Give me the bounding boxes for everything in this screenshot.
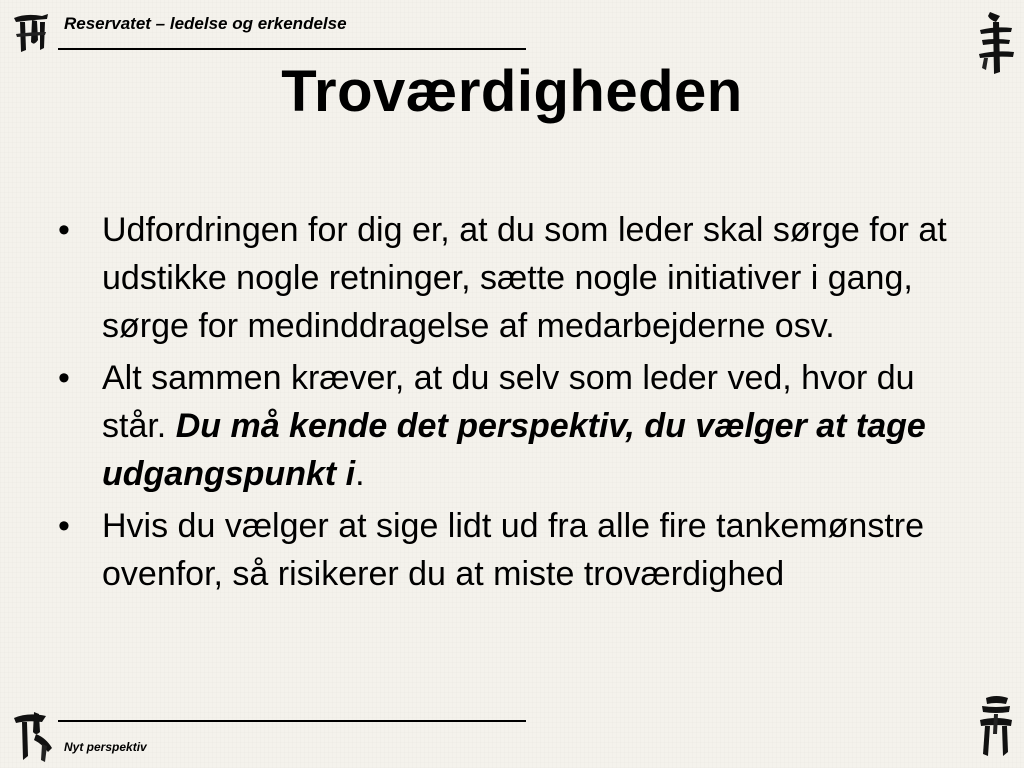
bullet-item-2 [56,354,956,498]
calligraphy-glyph-bottom-right-icon [976,694,1016,760]
bullet-list [56,206,956,602]
bullet-text-end: . [355,455,365,493]
slide-title: Troværdigheden [281,59,743,124]
bullet-emphasis: Du må kende det perspektiv, du vælger at tage udgangspunkt i [102,407,926,493]
bullet-symbol: • [58,507,70,545]
footer-text: Nyt perspektiv [64,740,147,754]
bullet-symbol: • [58,359,70,397]
bullet-item-3 [56,502,956,598]
bullet-text: Hvis du vælger at sige lidt ud fra alle fire tankemønstre ovenfor, så risikerer du at miste troværdighed [102,507,925,593]
footer-divider [58,720,526,722]
header-text: Reservatet – ledelse og erkendelse [64,14,347,33]
calligraphy-glyph-top-left-icon [12,10,52,54]
bullet-text: Udfordringen for dig er, at du som leder skal sørge for at udstikke nogle retninger, sætte nogle initiativer i gang, sørge for medinddragelse af medarbejderne osv. [102,211,947,345]
bullet-item-1 [56,206,956,350]
bullet-text: Alt sammen kræver, at du selv som leder ved, hvor du står. [102,359,915,445]
bullet-symbol: • [58,211,70,249]
calligraphy-glyph-bottom-left-icon [12,708,54,764]
header-divider [58,48,526,50]
